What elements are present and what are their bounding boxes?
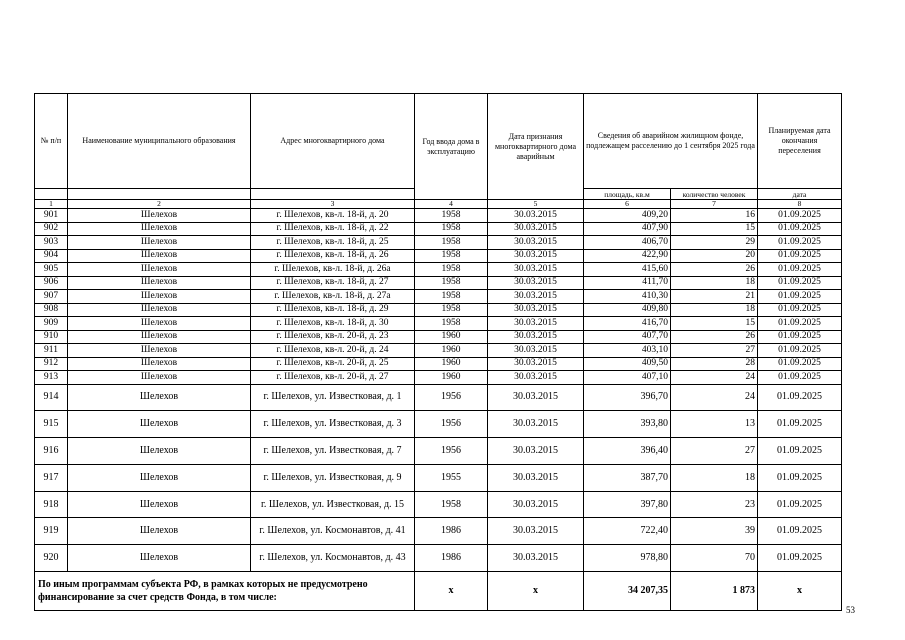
row-area: 978,80 [584,545,671,572]
table-row [35,357,842,371]
row-people: 15 [671,222,758,236]
row-area: 409,50 [584,357,671,371]
row-end-date: 01.09.2025 [758,209,842,223]
column-number: 5 [488,200,584,209]
row-index: 917 [35,464,68,491]
row-recognition-date: 30.03.2015 [488,344,584,358]
row-index: 918 [35,491,68,518]
subheader-area: площадь, кв.м [584,189,671,200]
header-end-date: Планируемая дата окончания переселения [758,94,842,189]
row-index: 909 [35,317,68,331]
row-address: г. Шелехов, кв-л. 18-й, д. 29 [251,303,415,317]
row-year: 1986 [415,518,488,545]
row-people: 29 [671,236,758,250]
table-row [35,518,842,545]
table-row [35,249,842,263]
table-row [35,222,842,236]
row-people: 27 [671,438,758,465]
row-end-date: 01.09.2025 [758,330,842,344]
row-people: 13 [671,411,758,438]
row-end-date: 01.09.2025 [758,290,842,304]
row-people: 26 [671,330,758,344]
row-year: 1958 [415,303,488,317]
row-area: 407,10 [584,371,671,385]
row-recognition-date: 30.03.2015 [488,411,584,438]
column-number: 6 [584,200,671,209]
row-year: 1960 [415,371,488,385]
row-recognition-date: 30.03.2015 [488,290,584,304]
row-end-date: 01.09.2025 [758,317,842,331]
row-people: 28 [671,357,758,371]
row-municipality: Шелехов [68,236,251,250]
table-row [35,491,842,518]
row-people: 20 [671,249,758,263]
row-municipality: Шелехов [68,357,251,371]
row-people: 70 [671,545,758,572]
row-area: 416,70 [584,317,671,331]
row-end-date: 01.09.2025 [758,276,842,290]
row-index: 904 [35,249,68,263]
row-area: 406,70 [584,236,671,250]
column-number: 8 [758,200,842,209]
row-year: 1958 [415,263,488,277]
row-address: г. Шелехов, кв-л. 18-й, д. 20 [251,209,415,223]
row-end-date: 01.09.2025 [758,371,842,385]
row-recognition-date: 30.03.2015 [488,384,584,411]
subheader-empty-1 [35,189,68,200]
row-area: 403,10 [584,344,671,358]
row-area: 422,90 [584,249,671,263]
table-row [35,384,842,411]
row-year: 1958 [415,290,488,304]
row-index: 901 [35,209,68,223]
row-people: 15 [671,317,758,331]
row-area: 415,60 [584,263,671,277]
subheader-people: количество человек [671,189,758,200]
row-year: 1958 [415,317,488,331]
header-index: № п/п [35,94,68,189]
row-area: 409,20 [584,209,671,223]
subheader-empty-3 [251,189,415,200]
row-area: 387,70 [584,464,671,491]
row-address: г. Шелехов, ул. Известковая, д. 1 [251,384,415,411]
row-year: 1958 [415,249,488,263]
row-recognition-date: 30.03.2015 [488,330,584,344]
row-municipality: Шелехов [68,276,251,290]
column-number: 3 [251,200,415,209]
row-people: 18 [671,464,758,491]
column-number: 1 [35,200,68,209]
row-recognition-date: 30.03.2015 [488,303,584,317]
row-index: 912 [35,357,68,371]
row-address: г. Шелехов, ул. Космонавтов, д. 43 [251,545,415,572]
row-address: г. Шелехов, кв-л. 18-й, д. 27а [251,290,415,304]
row-municipality: Шелехов [68,249,251,263]
header-municipality: Наименование муниципального образования [68,94,251,189]
row-year: 1958 [415,276,488,290]
row-address: г. Шелехов, ул. Известковая, д. 3 [251,411,415,438]
row-index: 919 [35,518,68,545]
table-row [35,209,842,223]
row-address: г. Шелехов, ул. Известковая, д. 15 [251,491,415,518]
table-row [35,330,842,344]
row-year: 1986 [415,545,488,572]
row-index: 905 [35,263,68,277]
row-recognition-date: 30.03.2015 [488,317,584,331]
row-people: 21 [671,290,758,304]
row-index: 910 [35,330,68,344]
subheader-empty-2 [68,189,251,200]
row-area: 396,70 [584,384,671,411]
row-year: 1955 [415,464,488,491]
row-area: 407,90 [584,222,671,236]
total-date: x [488,572,584,611]
row-year: 1956 [415,438,488,465]
table-row [35,276,842,290]
row-year: 1956 [415,411,488,438]
row-area: 722,40 [584,518,671,545]
row-address: г. Шелехов, кв-л. 18-й, д. 25 [251,236,415,250]
row-end-date: 01.09.2025 [758,464,842,491]
row-recognition-date: 30.03.2015 [488,464,584,491]
table-row [35,263,842,277]
row-area: 410,30 [584,290,671,304]
row-people: 26 [671,263,758,277]
row-year: 1960 [415,357,488,371]
row-recognition-date: 30.03.2015 [488,249,584,263]
row-municipality: Шелехов [68,545,251,572]
header-date: Дата признания многоквартирного дома аварийным [488,94,584,200]
table-row [35,290,842,304]
row-end-date: 01.09.2025 [758,222,842,236]
table-row [35,464,842,491]
housing-table [34,93,842,611]
row-recognition-date: 30.03.2015 [488,371,584,385]
row-area: 396,40 [584,438,671,465]
row-end-date: 01.09.2025 [758,438,842,465]
row-area: 397,80 [584,491,671,518]
row-end-date: 01.09.2025 [758,249,842,263]
row-people: 24 [671,371,758,385]
row-recognition-date: 30.03.2015 [488,357,584,371]
row-recognition-date: 30.03.2015 [488,438,584,465]
row-index: 911 [35,344,68,358]
row-municipality: Шелехов [68,438,251,465]
row-municipality: Шелехов [68,464,251,491]
row-end-date: 01.09.2025 [758,384,842,411]
header-fund-info: Сведения об аварийном жилищном фонде, подлежащем расселению до 1 сентября 2025 года [584,94,758,189]
row-index: 906 [35,276,68,290]
row-people: 18 [671,303,758,317]
row-area: 393,80 [584,411,671,438]
row-recognition-date: 30.03.2015 [488,276,584,290]
row-address: г. Шелехов, кв-л. 20-й, д. 23 [251,330,415,344]
page-number: 53 [846,605,855,615]
row-area: 409,80 [584,303,671,317]
row-recognition-date: 30.03.2015 [488,263,584,277]
row-people: 23 [671,491,758,518]
row-year: 1958 [415,209,488,223]
header-row [35,94,842,189]
table-row [35,303,842,317]
row-people: 18 [671,276,758,290]
row-end-date: 01.09.2025 [758,236,842,250]
row-address: г. Шелехов, кв-л. 18-й, д. 22 [251,222,415,236]
row-address: г. Шелехов, кв-л. 18-й, д. 27 [251,276,415,290]
row-municipality: Шелехов [68,263,251,277]
row-index: 920 [35,545,68,572]
table-row [35,236,842,250]
table-row [35,371,842,385]
table-row [35,438,842,465]
row-municipality: Шелехов [68,290,251,304]
row-municipality: Шелехов [68,344,251,358]
row-recognition-date: 30.03.2015 [488,545,584,572]
row-recognition-date: 30.03.2015 [488,222,584,236]
row-address: г. Шелехов, ул. Космонавтов, д. 41 [251,518,415,545]
row-year: 1958 [415,236,488,250]
row-index: 902 [35,222,68,236]
row-municipality: Шелехов [68,330,251,344]
column-number: 4 [415,200,488,209]
row-end-date: 01.09.2025 [758,411,842,438]
row-address: г. Шелехов, кв-л. 20-й, д. 27 [251,371,415,385]
row-end-date: 01.09.2025 [758,545,842,572]
row-people: 16 [671,209,758,223]
row-address: г. Шелехов, кв-л. 18-й, д. 26а [251,263,415,277]
row-index: 914 [35,384,68,411]
row-municipality: Шелехов [68,317,251,331]
row-recognition-date: 30.03.2015 [488,518,584,545]
header-address: Адрес многоквартирного дома [251,94,415,189]
row-end-date: 01.09.2025 [758,344,842,358]
row-municipality: Шелехов [68,384,251,411]
total-label: По иным программам субъекта РФ, в рамках которых не предусмотрено финансирование за счет средств Фонда, в том числе: [35,572,415,611]
row-address: г. Шелехов, кв-л. 18-й, д. 26 [251,249,415,263]
row-people: 39 [671,518,758,545]
column-number: 7 [671,200,758,209]
row-address: г. Шелехов, кв-л. 20-й, д. 25 [251,357,415,371]
total-people: 1 873 [671,572,758,611]
row-municipality: Шелехов [68,411,251,438]
row-municipality: Шелехов [68,222,251,236]
total-year: x [415,572,488,611]
row-year: 1960 [415,344,488,358]
row-municipality: Шелехов [68,518,251,545]
column-number: 2 [68,200,251,209]
row-address: г. Шелехов, ул. Известковая, д. 9 [251,464,415,491]
row-people: 24 [671,384,758,411]
row-index: 915 [35,411,68,438]
row-address: г. Шелехов, ул. Известковая, д. 7 [251,438,415,465]
table-row [35,545,842,572]
table-row [35,344,842,358]
total-row [35,572,842,611]
row-people: 27 [671,344,758,358]
header-year: Год ввода дома в эксплуатацию [415,94,488,200]
row-year: 1960 [415,330,488,344]
row-recognition-date: 30.03.2015 [488,491,584,518]
row-index: 903 [35,236,68,250]
table-row [35,317,842,331]
total-area: 34 207,35 [584,572,671,611]
row-area: 407,70 [584,330,671,344]
row-index: 907 [35,290,68,304]
row-end-date: 01.09.2025 [758,303,842,317]
row-municipality: Шелехов [68,371,251,385]
row-recognition-date: 30.03.2015 [488,209,584,223]
total-end-date: x [758,572,842,611]
row-address: г. Шелехов, кв-л. 18-й, д. 30 [251,317,415,331]
row-index: 916 [35,438,68,465]
row-end-date: 01.09.2025 [758,491,842,518]
row-end-date: 01.09.2025 [758,263,842,277]
column-number-row [35,200,842,209]
row-year: 1956 [415,384,488,411]
row-municipality: Шелехов [68,209,251,223]
row-year: 1958 [415,222,488,236]
row-year: 1958 [415,491,488,518]
row-area: 411,70 [584,276,671,290]
row-end-date: 01.09.2025 [758,357,842,371]
row-index: 913 [35,371,68,385]
row-index: 908 [35,303,68,317]
row-municipality: Шелехов [68,491,251,518]
row-recognition-date: 30.03.2015 [488,236,584,250]
row-address: г. Шелехов, кв-л. 20-й, д. 24 [251,344,415,358]
row-municipality: Шелехов [68,303,251,317]
table-row [35,411,842,438]
row-end-date: 01.09.2025 [758,518,842,545]
subheader-end-date: дата [758,189,842,200]
